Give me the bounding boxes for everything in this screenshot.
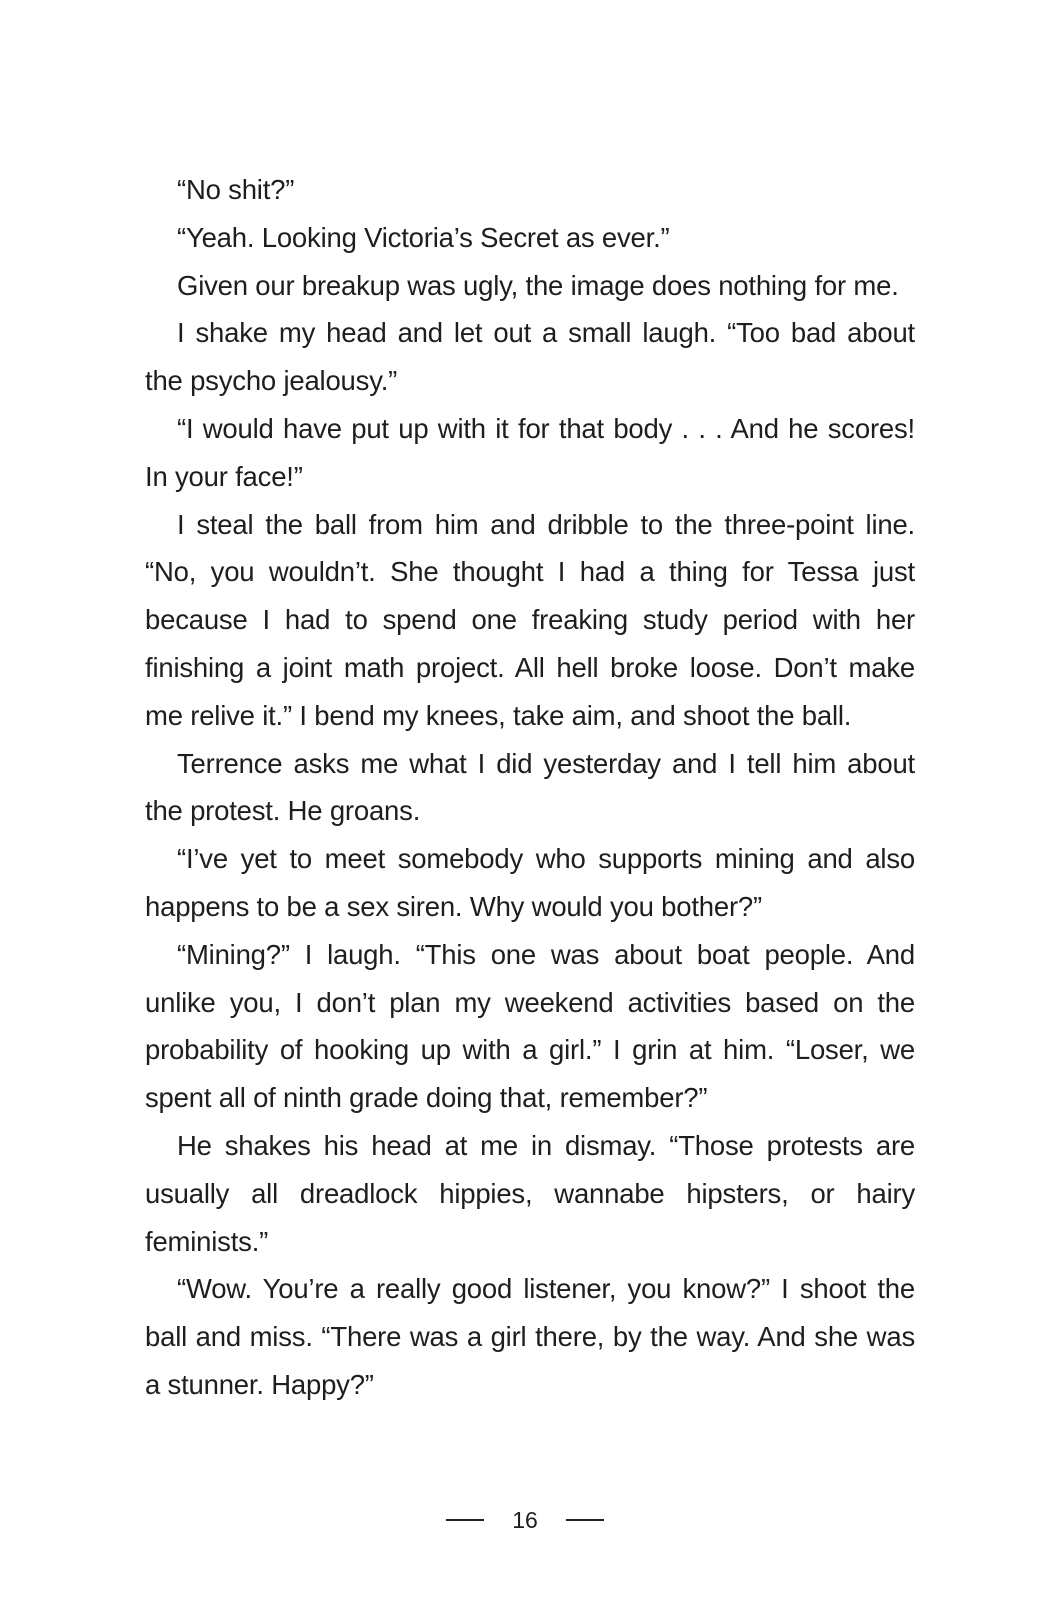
paragraph: “No shit?”: [177, 174, 295, 205]
paragraph: “Wow. You’re a really good listener, you know?” I shoot the ball and miss. “There was a girl there, by the way. And she was a stunner. Happy?”: [145, 1273, 915, 1400]
folio-rule-left: [446, 1519, 484, 1521]
paragraph: Given our breakup was ugly, the image does nothing for me.: [177, 269, 899, 301]
paragraph: “I’ve yet to meet somebody who supports mining and also happens to be a sex siren. Why would you bother?”: [145, 843, 915, 922]
paragraph: “Mining?” I laugh. “This one was about boat people. And unlike you, I don’t plan my weekend activities based on the probability of hooking up with a girl.” I grin at him. “Loser, we spent all of ninth grade doing that, remember?”: [145, 938, 915, 1114]
page-number: 16: [512, 1506, 538, 1533]
paragraph: I shake my head and let out a small laugh. “Too bad about the psycho jealousy.”: [145, 317, 915, 397]
paragraph: He shakes his head at me in dismay. “Those protests are usually all dreadlock hippies, wannabe hipsters, or hairy feminists.”: [145, 1129, 915, 1257]
paragraph: Terrence asks me what I did yesterday and I tell him about the protest. He groans.: [145, 747, 915, 827]
folio-rule-right: [566, 1519, 604, 1521]
paragraph: I steal the ball from him and dribble to the three-point line. “No, you wouldn’t. She thought I had a thing for Tessa just because I had to spend one freaking study period with her finishing a joint math project. All hell broke loose. Don’t make me relive it.” I bend my knees, take aim, and shoot the ball.: [145, 508, 915, 731]
paragraph: “Yeah. Looking Victoria’s Secret as ever.”: [177, 221, 670, 253]
paragraph: “I would have put up with it for that body . . . And he scores! In your face!”: [145, 412, 915, 492]
page-footer: [0, 1500, 1050, 1540]
page-body: [145, 166, 915, 1409]
